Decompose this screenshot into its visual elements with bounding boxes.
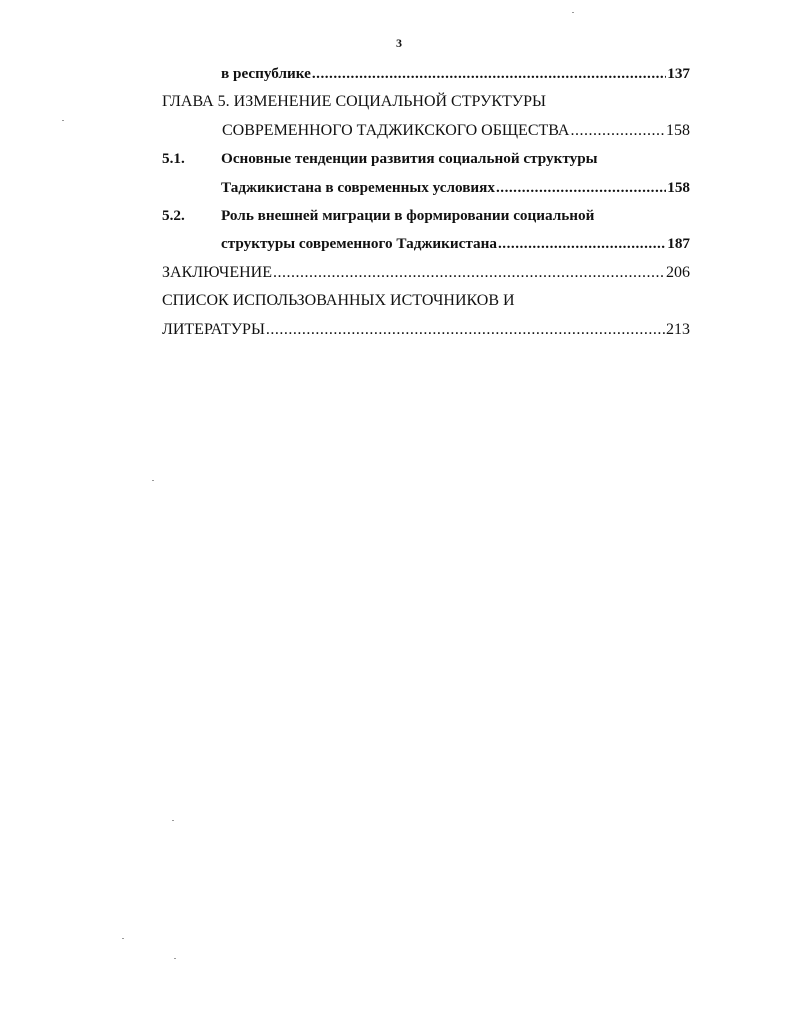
toc-leader-dots — [266, 316, 665, 344]
page-number: 3 — [396, 36, 402, 50]
toc-entry-text: ЛИТЕРАТУРЫ — [162, 320, 265, 338]
toc-entry-text: ГЛАВА 5. ИЗМЕНЕНИЕ СОЦИАЛЬНОЙ СТРУКТУРЫ — [162, 93, 546, 111]
toc-entry-text: Роль внешней миграции в формировании социальной — [221, 206, 595, 224]
scan-speck — [62, 120, 64, 121]
toc-entry-page: 213 — [666, 320, 690, 338]
scan-speck — [172, 820, 174, 821]
toc-leader-dots — [498, 230, 666, 258]
toc-entry-page: 158 — [667, 178, 690, 196]
toc-section-5-2-cont — [162, 230, 690, 258]
toc-entry-page: 137 — [667, 65, 690, 82]
toc-section-number: 5.2. — [162, 206, 185, 224]
toc-references-cont — [162, 316, 690, 344]
toc-section-5-2 — [162, 202, 690, 230]
toc-entry-page: 158 — [666, 121, 690, 139]
toc-section-number: 5.1. — [162, 150, 185, 168]
toc-entry-text: структуры современного Таджикистана — [221, 235, 497, 253]
toc-leader-dots — [312, 60, 666, 88]
scan-speck — [572, 12, 574, 13]
toc-entry-text: Основные тенденции развития социальной структуры — [221, 150, 598, 168]
toc-entry-text: СОВРЕМЕННОГО ТАДЖИКСКОГО ОБЩЕСТВА — [222, 121, 570, 139]
toc-entry-page: 206 — [666, 263, 690, 281]
toc-chapter-5-heading — [162, 88, 690, 116]
toc-leader-dots — [273, 259, 665, 287]
toc-entry-page: 187 — [667, 235, 690, 253]
toc-leader-dots — [496, 174, 666, 202]
scan-speck — [174, 958, 176, 959]
toc-leader-dots — [570, 117, 665, 145]
toc-entry-text: в республике — [221, 65, 311, 82]
scan-speck — [152, 480, 154, 481]
toc-section-5-1-cont — [162, 174, 690, 202]
toc-references-heading — [162, 287, 690, 315]
table-of-contents — [162, 60, 690, 344]
toc-entry-text: ЗАКЛЮЧЕНИЕ — [162, 263, 272, 281]
toc-conclusion — [162, 259, 690, 287]
toc-entry-republic — [162, 60, 690, 88]
toc-chapter-5-title — [162, 117, 690, 145]
toc-entry-text: СПИСОК ИСПОЛЬЗОВАННЫХ ИСТОЧНИКОВ И — [162, 292, 515, 310]
scan-speck — [122, 938, 124, 939]
toc-section-5-1 — [162, 145, 690, 173]
toc-entry-text: Таджикистана в современных условиях — [221, 178, 495, 196]
